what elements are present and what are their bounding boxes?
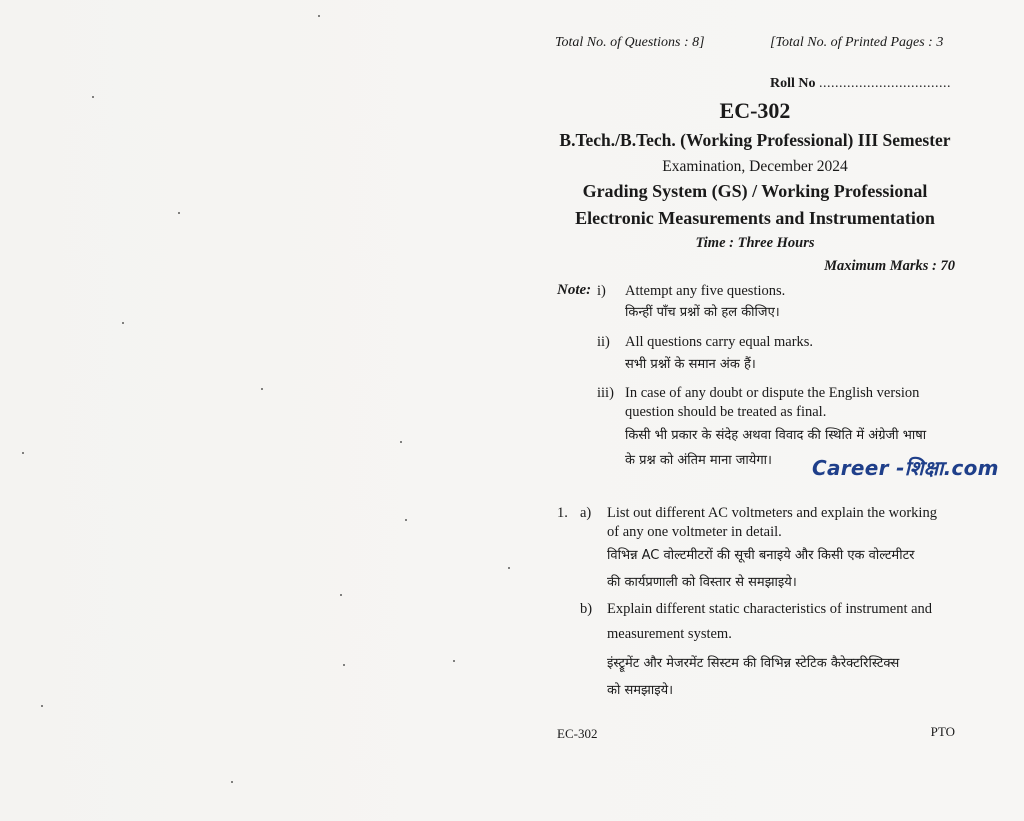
scan-speck xyxy=(340,594,342,596)
footer-pto: PTO xyxy=(930,724,955,739)
scan-speck xyxy=(453,660,455,662)
note-text-english: All questions carry equal marks. xyxy=(625,334,814,350)
question-text-hindi: को समझाइये। xyxy=(607,683,674,698)
note-text-english: In case of any doubt or dispute the English version xyxy=(625,385,920,401)
scan-speck xyxy=(22,452,24,454)
scan-speck xyxy=(231,781,233,783)
question-text-english: Explain different static characteristics of instrument and xyxy=(607,601,933,617)
scan-speck xyxy=(318,15,320,17)
note-text-hindi: किन्हीं पाँच प्रश्नों को हल कीजिए। xyxy=(625,305,780,320)
roll-label: Roll No xyxy=(770,76,816,91)
question-number: 1. xyxy=(557,505,568,521)
watermark-logo: Career -शिक्षा.com xyxy=(812,456,999,480)
subject-title: Electronic Measurements and Instrumentation xyxy=(575,208,935,228)
note-text-hindi: किसी भी प्रकार के संदेह अथवा विवाद की स्थिति में अंग्रेजी भाषा xyxy=(625,428,927,443)
question-part-label: b) xyxy=(580,601,593,617)
note-text-hindi: के प्रश्न को अंतिम माना जायेगा। xyxy=(625,453,772,468)
grading-system: Grading System (GS) / Working Professional xyxy=(582,181,928,201)
scan-speck xyxy=(343,664,345,666)
note-number: iii) xyxy=(597,385,614,401)
question-text-english: measurement system. xyxy=(607,626,732,642)
scan-speck xyxy=(92,96,94,98)
note-text-english: Attempt any five questions. xyxy=(625,283,786,299)
question-text-english: of any one voltmeter in detail. xyxy=(607,524,782,540)
roll-dots: ................................. xyxy=(819,76,951,91)
note-text-english: question should be treated as final. xyxy=(625,404,827,420)
maximum-marks: Maximum Marks : 70 xyxy=(824,258,955,274)
note-number: i) xyxy=(597,283,606,299)
semester-title: B.Tech./B.Tech. (Working Professional) III Semester xyxy=(559,130,951,150)
scan-speck xyxy=(400,441,402,443)
scan-speck xyxy=(41,705,43,707)
question-text-hindi: विभिन्न AC वोल्टमीटरों की सूची बनाइये और किसी एक वोल्टमीटर xyxy=(607,548,915,563)
exam-session: Examination, December 2024 xyxy=(662,158,848,175)
note-label: Note: xyxy=(557,282,592,298)
question-text-hindi: इंस्ट्रूमेंट और मेजरमेंट सिस्टम की विभिन्न स्टेटिक कैरेक्टरिस्टिक्स xyxy=(607,656,900,671)
footer-paper-code: EC-302 xyxy=(557,726,598,741)
note-text-hindi: सभी प्रश्नों के समान अंक हैं। xyxy=(625,357,756,372)
question-text-english: List out different AC voltmeters and explain the working xyxy=(607,505,937,521)
total-questions: Total No. of Questions : 8] xyxy=(555,35,705,50)
question-part-label: a) xyxy=(580,505,592,521)
note-number: ii) xyxy=(597,334,610,350)
question-text-hindi: की कार्यप्रणाली को विस्तार से समझाइये। xyxy=(607,575,797,590)
scan-speck xyxy=(178,212,180,214)
scan-speck xyxy=(122,322,124,324)
roll-number-field xyxy=(770,76,951,92)
total-pages: [Total No. of Printed Pages : 3 xyxy=(770,35,944,50)
time-allowed: Time : Three Hours xyxy=(695,235,815,251)
scan-speck xyxy=(508,567,510,569)
scan-speck xyxy=(405,519,407,521)
paper-code: EC-302 xyxy=(719,98,791,123)
scan-speck xyxy=(261,388,263,390)
